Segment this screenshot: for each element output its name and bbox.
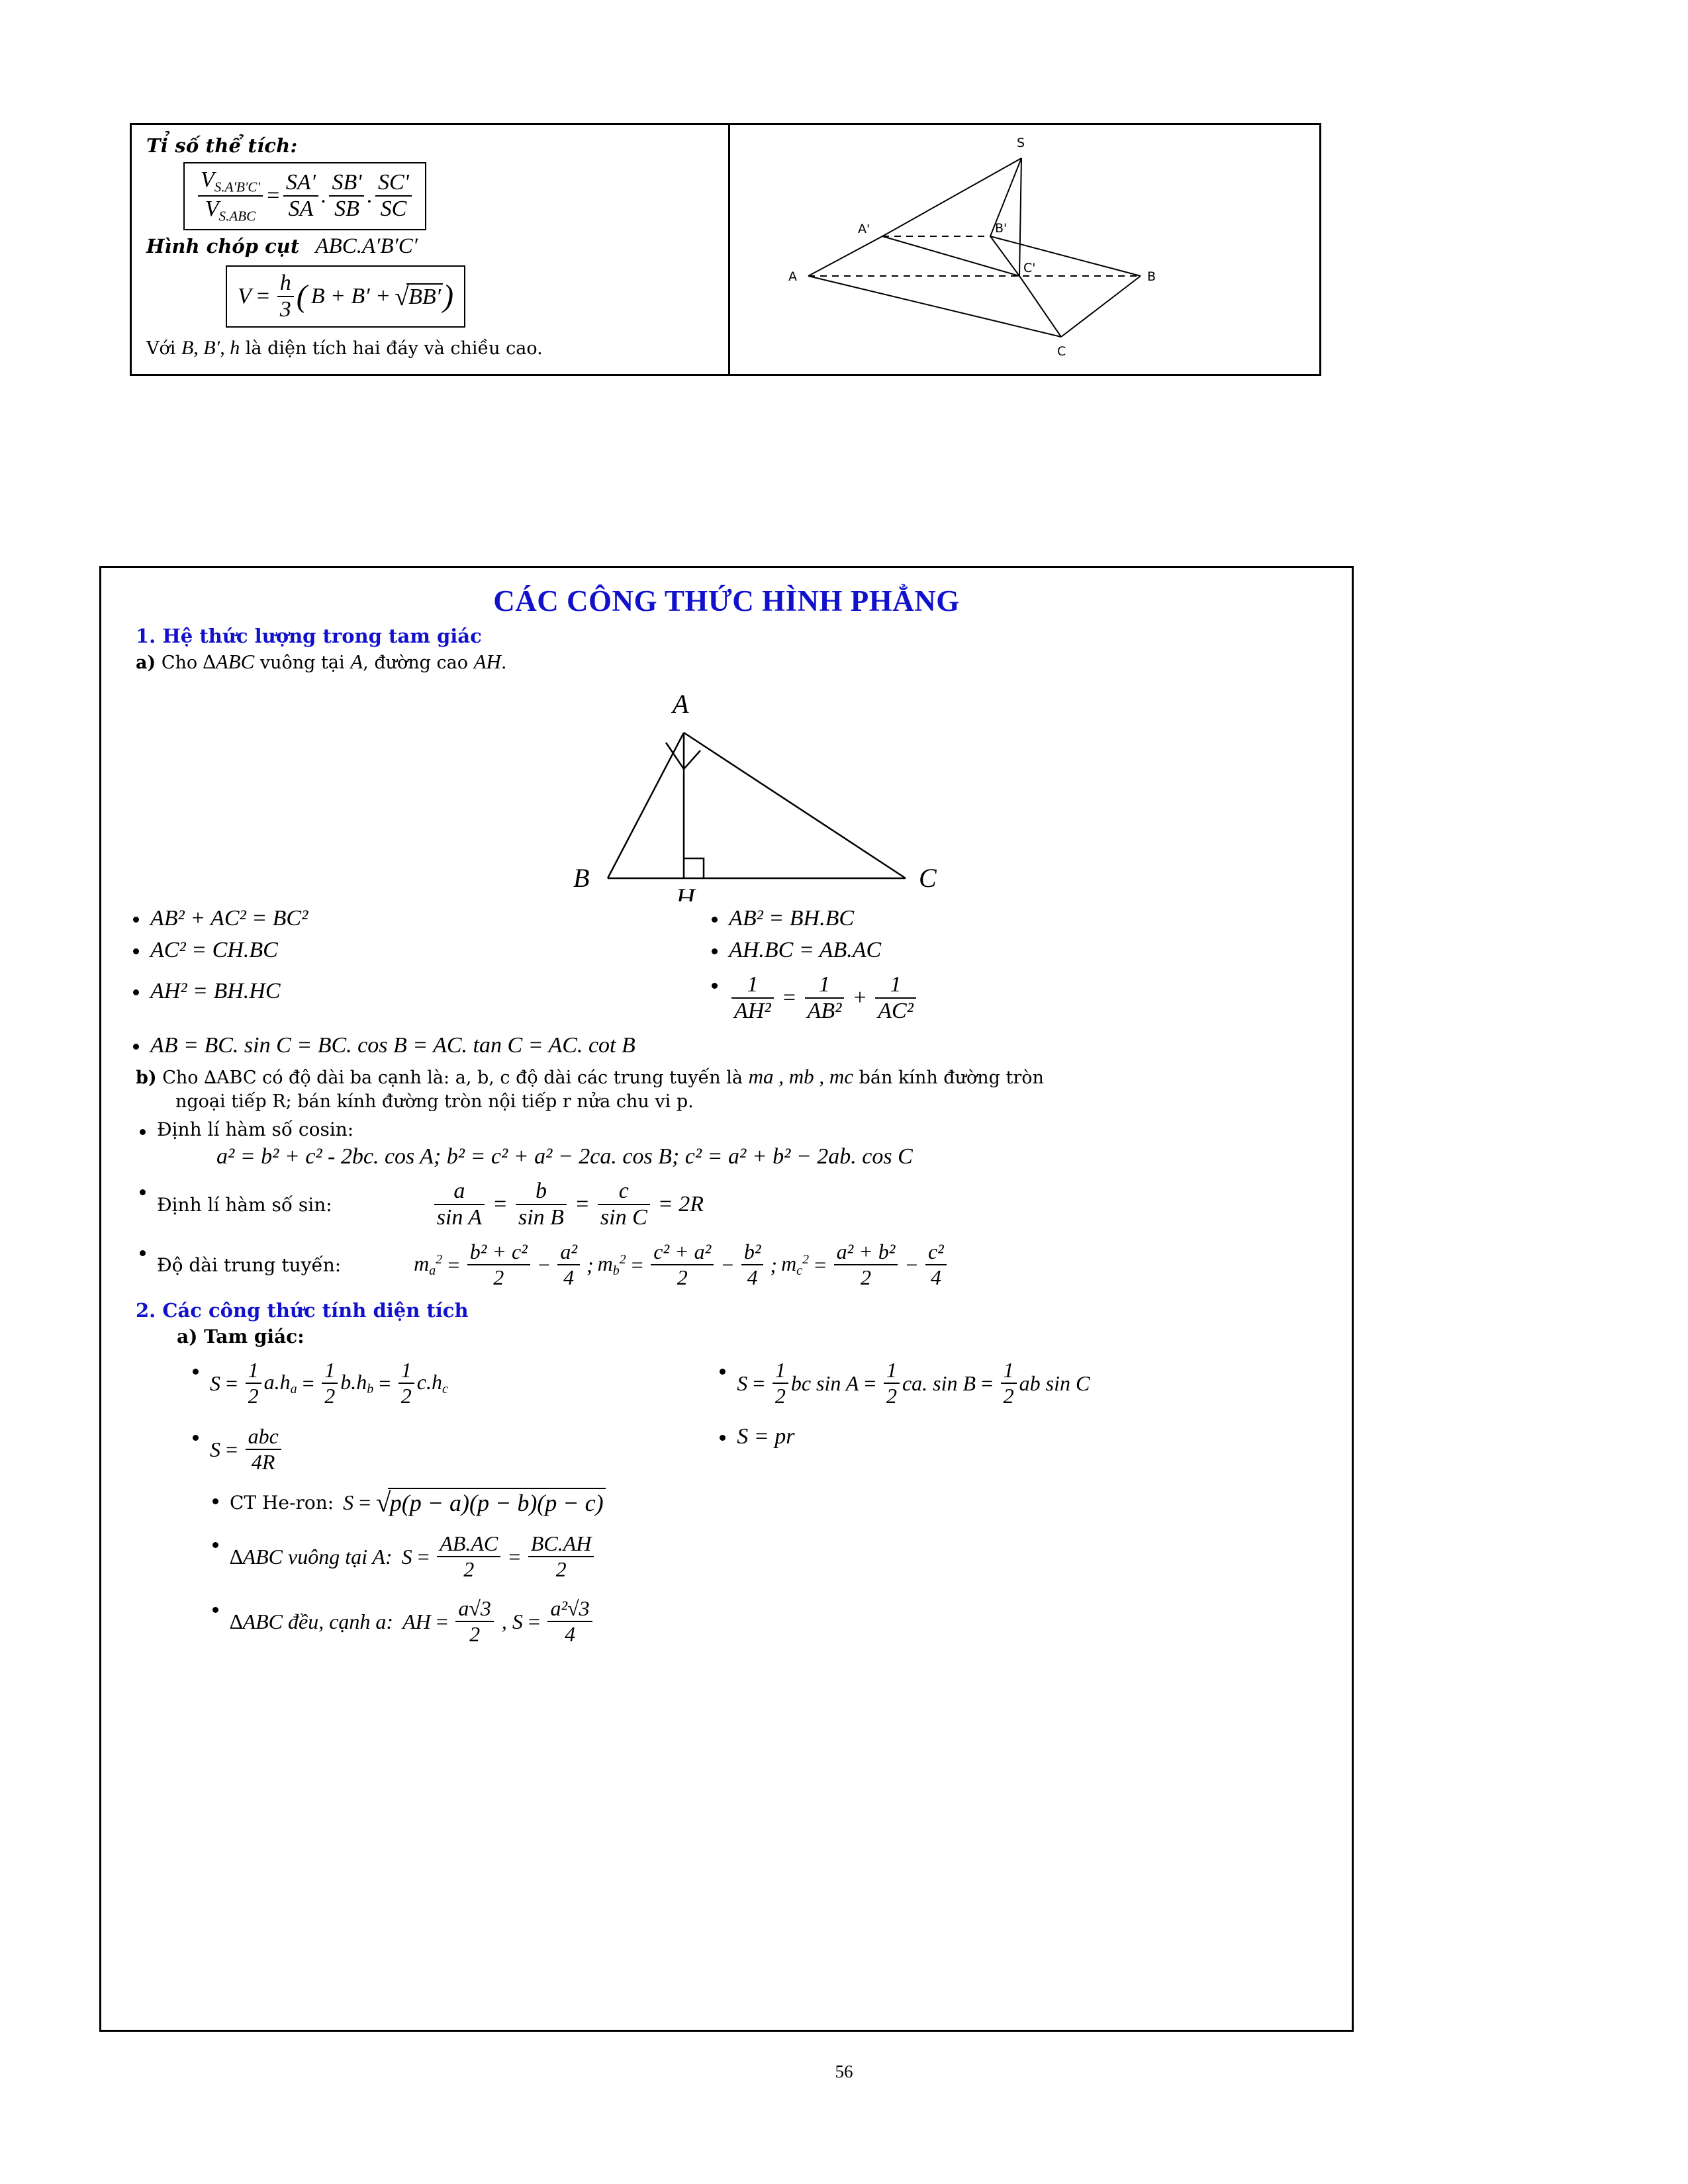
frustum-svg [730,125,1319,374]
eq: = [751,1371,766,1395]
S: S [737,1371,748,1395]
frac-1-ah2: $\frac{1}{\text{AH²}}$ [731,972,774,1024]
frac-a2-4: $\frac{\text{a²}}{4}$ [557,1240,580,1290]
lhs-num-sub: S.A'B'C' [214,179,260,195]
eq2: = [574,1192,590,1216]
formula-item-full: AB = BC. sin C = BC. cos B = AC. tan C = AC. cot B [124,1033,1329,1058]
eq: = [224,1437,239,1461]
frac-ab-ac-2: $\frac{AB.AC}{2}$ [437,1531,500,1582]
ratio-label: Tỉ số thể tích: [146,134,298,157]
half-2: $\frac{1}{2}$ [884,1358,900,1408]
frac-a2b2-2: $\frac{\text{a² + b²}}{2}$ [834,1240,898,1290]
eq3: = [980,1371,994,1395]
lhs-den-sub: S.ABC [218,208,256,224]
m-a: $ma^2$ [414,1251,443,1278]
frac-bc-ah-2: $\frac{BC.AH}{2}$ [528,1531,594,1582]
frustum-figure [730,125,1319,374]
frustum-label [146,234,715,259]
eq1: = [492,1192,508,1216]
dot-2: . [367,183,373,208]
area-formula-abc4R [183,1424,710,1475]
lhs-num: V [201,167,214,192]
item-a-t2: vuông tại [259,653,345,673]
area-row-1 [183,1351,1329,1481]
ratio-term-1: $\frac{SA'}{SA}$ [283,170,318,222]
formula-item: AB² = BH.BC [702,906,1329,931]
eq2: = [863,1371,877,1395]
frac-b2c2-2: $\frac{\text{b² + c²}}{2}$ [467,1240,530,1290]
formula-item: AH² = BH.HC [124,979,702,1004]
eq-symbol: = [255,283,271,308]
minus-c: − [904,1252,919,1277]
frustum-name: ABC.A′B′C′ [315,234,418,258]
frustum-label-text: Hình chóp cụt [146,234,300,257]
term-2: b.hb [340,1369,374,1396]
equi-prefix: ∆ABC đều, cạnh a: [230,1609,394,1633]
ratio-lhs [198,167,263,225]
formula-column-right [702,899,1329,1030]
cosine-law-label: Định lí hàm số cosin: [130,1118,1329,1140]
page-number: 56 [835,2062,853,2081]
lhs-den: V [205,197,219,222]
frac-abc-4R: $\frac{\text{abc}}{4R}$ [246,1424,281,1475]
term-3: ab sin C [1019,1371,1090,1395]
frac-b-sinB: $\frac{b}{\text{sin B}}$ [516,1179,567,1230]
volume-ratio-panel [132,125,730,374]
frac-1-ac2: $\frac{1}{\text{AC²}}$ [875,972,916,1024]
term-2: ca. sin B [902,1371,976,1395]
eq: = [434,1609,449,1633]
formula-item: AC² = CH.BC [124,938,702,963]
item-a-vertex: A [350,650,363,673]
frac-c2-4: $\frac{\text{c²}}{4}$ [925,1240,947,1290]
heron-label: CT He-ron: [230,1491,334,1514]
S: S [210,1437,220,1461]
term-1: a.ha [263,1369,297,1396]
label-Aprime: A' [858,222,870,236]
ratio-eq: = [265,183,281,208]
section-2-heading: 2. Các công thức tính diện tích [136,1299,469,1322]
frac-1-ab2: $\frac{1}{\text{AB²}}$ [805,972,845,1024]
label-B: B [573,863,589,893]
term-1: bc sin A [790,1371,859,1395]
item-a-prefix: a) [136,653,156,673]
frustum-volume-formula [226,265,465,328]
right-triangle-area-row [203,1531,1329,1582]
label-Bprime: B' [995,221,1008,236]
heron-formula-row [203,1488,1329,1517]
area-formula-heights [183,1358,710,1408]
item-a-t3: , đường cao [363,653,468,673]
ratio-term-2: $\frac{SB'}{SB}$ [329,170,364,222]
label-C: C [1057,344,1066,359]
label-A: A [788,269,797,284]
h-over-3: $\frac{h}{3}$ [277,271,294,322]
label-Cprime: C' [1023,261,1036,275]
v-symbol: V [238,283,252,308]
dot-1: . [320,183,327,208]
half-2: $\frac{1}{2}$ [322,1358,338,1408]
comma: , [501,1609,507,1633]
frac-c-sinC: $\frac{c}{\text{sin C}}$ [598,1179,650,1230]
m-c: $mc^2$ [781,1251,809,1278]
item-b-line1-end: bán kính đường tròn [859,1068,1044,1088]
item-b-prefix: b) [136,1068,157,1088]
frac-c2a2-2: $\frac{\text{c² + a²}}{2}$ [651,1240,714,1290]
formula-item-fraction [702,972,1329,1024]
item-b-medians: ma , mb , mc [748,1065,853,1088]
section-1-heading: 1. Hệ thức lượng trong tam giác [136,625,482,647]
label-C: C [918,863,937,893]
label-S: S [1017,136,1025,150]
eq2: = [507,1544,522,1569]
label-A: A [672,689,688,719]
half-3: $\frac{1}{2}$ [399,1358,414,1408]
item-a-period: . [500,653,507,673]
paren-close: ) [443,279,454,314]
ratio-formula [183,162,426,230]
heron-sqrt: √ p(p − a)(p − b)(p − c) [376,1488,606,1517]
item-a-text [136,650,1329,674]
item-b-text [136,1065,1329,1089]
formula-column-left [124,899,702,1030]
plus: + [852,985,868,1010]
formula-item: AB² + AC² = BC² [124,906,702,931]
term-3: c.hc [416,1369,448,1396]
note-suffix: là diện tích hai đáy và chiều cao. [245,338,543,359]
m-b: $mb^2$ [597,1251,626,1278]
median-row [130,1240,1329,1290]
item-b-line1: Cho ∆ABC có độ dài ba cạnh là: a, b, c độ dài các trung tuyến là [162,1068,743,1088]
sqrt-bb: √ BB′ [395,283,443,310]
eq: = [781,985,797,1010]
S: S [512,1609,523,1633]
note-prefix: Với [146,338,176,359]
top-formula-row [130,123,1321,376]
label-H: H [675,883,695,901]
plane-formulas-section [99,566,1354,2032]
item-a-triangle: ∆ABC [203,650,255,673]
eq3: = 2R [657,1192,704,1216]
right-triangle-svg [455,676,998,901]
half-1: $\frac{1}{2}$ [773,1358,788,1408]
S: S [401,1544,412,1569]
item-b-line2: ngoại tiếp R; bán kính đường tròn nội tiếp r nửa chu vi p. [175,1091,694,1112]
semi-2: ; [770,1252,778,1277]
ratio-term-3: $\frac{SC'}{SC}$ [375,170,412,222]
formula-item: AH.BC = AB.AC [702,938,1329,963]
right-tri-prefix: ∆ABC vuông tại A: [230,1544,393,1569]
item-a-t1: Cho [161,653,198,673]
eq2: = [526,1609,541,1633]
frac-b2-4: $\frac{\text{b²}}{4}$ [741,1240,764,1290]
frac-a-sinA: $\frac{a}{\text{sin A}}$ [434,1179,485,1230]
note-vars: B, B′, h [181,336,240,359]
b-terms: B + B′ + [310,283,391,308]
variables-note [146,337,715,359]
right-triangle-figure [124,676,1329,905]
section-2-sub-a: a) Tam giác: [177,1326,305,1347]
formula-columns [124,899,1329,1030]
median-label: Độ dài trung tuyến: [157,1253,342,1276]
eq3: = [377,1371,392,1395]
half-1: $\frac{1}{2}$ [246,1358,261,1408]
cosine-law-formula: a² = b² + c² - 2bc. cos A; b² = c² + a² − 2ca. cos B; c² = a² + b² − 2ab. cos C [216,1144,913,1169]
label-B: B [1147,269,1156,284]
S: S [343,1490,354,1514]
frac-a2-root3-4: $\frac{\text{a²√3}}{4}$ [547,1596,592,1647]
area-formula-pr: S = pr [710,1424,1329,1449]
eq: = [357,1490,372,1514]
eq-b: = [630,1252,645,1277]
sine-law-label: Định lí hàm số sin: [157,1193,332,1216]
eq-c: = [812,1252,827,1277]
eq: = [416,1544,431,1569]
half-3: $\frac{1}{2}$ [1001,1358,1017,1408]
item-a-altitude: AH [473,650,501,673]
minus-b: − [720,1252,735,1277]
AH: AH [402,1609,431,1633]
sine-law-row [130,1179,1329,1230]
semi-1: ; [586,1252,594,1277]
eq2: = [301,1371,316,1395]
equilateral-triangle-row [203,1596,1329,1647]
S: S [210,1371,220,1395]
page-title: CÁC CÔNG THỨC HÌNH PHẲNG [493,584,960,617]
paren-open: ( [296,279,307,314]
area-formula-sines [710,1358,1329,1408]
eq: = [224,1371,239,1395]
frac-a-root3-2: $\frac{a√3}{2}$ [455,1596,494,1647]
eq: = [446,1252,461,1277]
minus: − [536,1252,551,1277]
